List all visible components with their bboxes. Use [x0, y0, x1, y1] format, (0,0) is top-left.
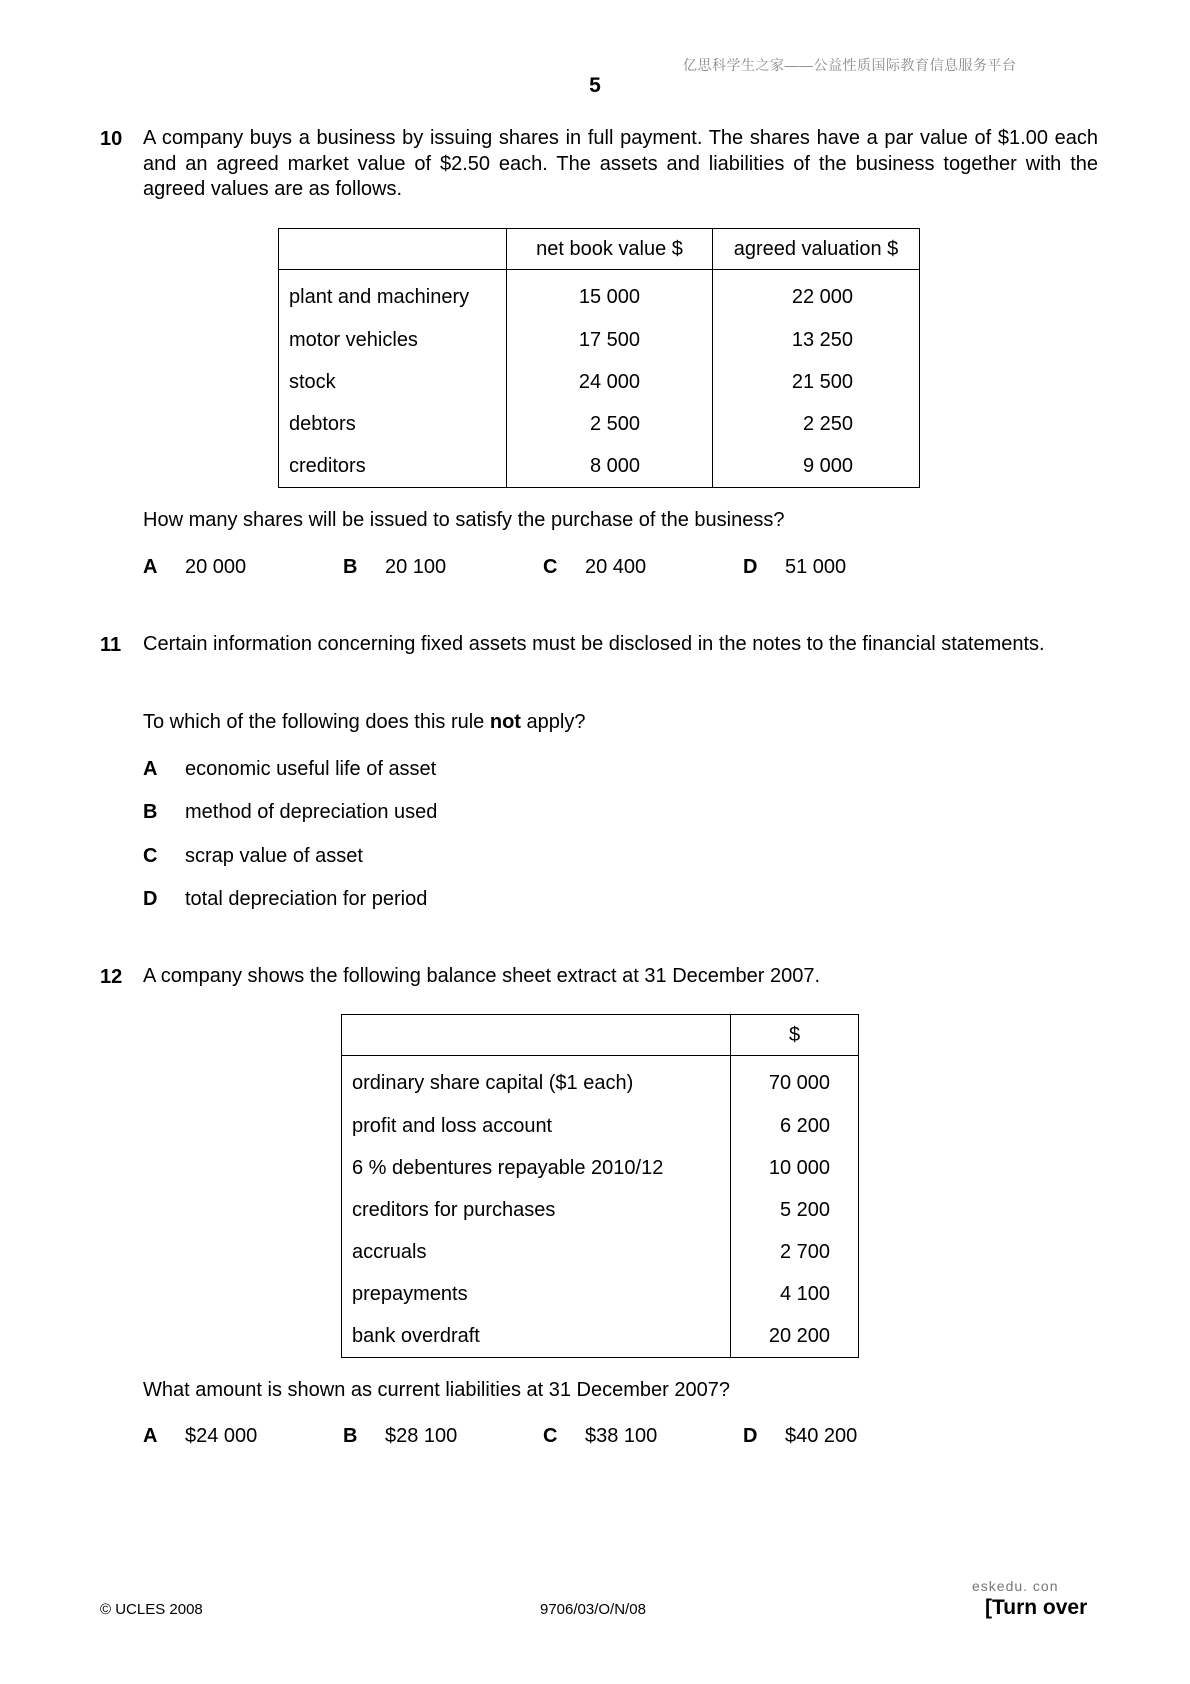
option-letter: D — [143, 888, 158, 910]
option-text: $38 100 — [585, 1425, 658, 1447]
footer-turn-over: [Turn over — [985, 1596, 1088, 1619]
row-value: 6 200 — [731, 1106, 859, 1148]
question-11-number: 11 — [100, 634, 122, 656]
row-value: 2 700 — [731, 1232, 859, 1274]
option-text: $28 100 — [385, 1425, 458, 1447]
row-label: plant and machinery — [279, 270, 507, 320]
option-letter: A — [143, 556, 158, 578]
option-text: total depreciation for period — [185, 888, 428, 910]
question-12-prompt: What amount is shown as current liabilities at 31 December 2007? — [143, 1379, 730, 1401]
row-nbv: 15 000 — [507, 270, 713, 320]
option-letter: B — [143, 801, 158, 823]
question-12-table — [341, 1014, 859, 1358]
row-nbv: 17 500 — [507, 320, 713, 362]
option-text: economic useful life of asset — [185, 758, 437, 780]
question-12-text: A company shows the following balance sheet extract at 31 December 2007. — [143, 965, 821, 987]
table-row — [279, 446, 920, 488]
row-agreed: 13 250 — [713, 320, 920, 362]
table-header-dollar: $ — [731, 1015, 859, 1056]
row-agreed: 9 000 — [713, 446, 920, 488]
table-row — [342, 1190, 859, 1232]
row-label: motor vehicles — [279, 320, 507, 362]
row-label: bank overdraft — [342, 1316, 731, 1358]
table-header-row — [342, 1015, 859, 1056]
row-value: 70 000 — [731, 1056, 859, 1106]
table-header-blank — [279, 229, 507, 270]
option-letter: C — [143, 845, 158, 867]
footer-paper-code: 9706/03/O/N/08 — [540, 1601, 646, 1618]
table-row — [279, 362, 920, 404]
row-label: stock — [279, 362, 507, 404]
option-text: 20 000 — [185, 556, 247, 578]
option-letter: D — [743, 556, 758, 578]
row-label: ordinary share capital ($1 each) — [342, 1056, 731, 1106]
row-label: profit and loss account — [342, 1106, 731, 1148]
option-letter: B — [343, 1425, 358, 1447]
question-12-number: 12 — [100, 966, 123, 988]
header-watermark: 亿思科学生之家——公益性质国际教育信息服务平台 — [683, 57, 1017, 73]
table-row — [342, 1148, 859, 1190]
option-letter: A — [143, 1425, 158, 1447]
row-label: creditors for purchases — [342, 1190, 731, 1232]
footer-site-watermark: eskedu. con — [972, 1578, 1059, 1594]
row-nbv: 24 000 — [507, 362, 713, 404]
row-label: prepayments — [342, 1274, 731, 1316]
row-nbv: 2 500 — [507, 404, 713, 446]
row-agreed: 21 500 — [713, 362, 920, 404]
table-row — [279, 270, 920, 320]
row-value: 10 000 — [731, 1148, 859, 1190]
prompt-emphasis: not — [489, 711, 521, 733]
row-agreed: 2 250 — [713, 404, 920, 446]
row-value: 4 100 — [731, 1274, 859, 1316]
option-text: method of depreciation used — [185, 801, 438, 823]
prompt-before: To which of the following does this rule — [143, 711, 490, 733]
option-text: 20 400 — [585, 556, 647, 578]
row-agreed: 22 000 — [713, 270, 920, 320]
table-row — [279, 404, 920, 446]
row-label: creditors — [279, 446, 507, 488]
table-row — [342, 1316, 859, 1358]
option-letter: C — [543, 1425, 558, 1447]
table-row — [342, 1106, 859, 1148]
option-letter: A — [143, 758, 158, 780]
table-row — [342, 1232, 859, 1274]
option-letter: C — [543, 556, 558, 578]
table-header-blank — [342, 1015, 731, 1056]
row-value: 5 200 — [731, 1190, 859, 1232]
option-text: $24 000 — [185, 1425, 258, 1447]
row-label: accruals — [342, 1232, 731, 1274]
question-10-number: 10 — [100, 128, 123, 150]
row-label: debtors — [279, 404, 507, 446]
question-11-prompt — [143, 710, 1098, 736]
option-letter: B — [343, 556, 358, 578]
option-text: 20 100 — [385, 556, 447, 578]
question-10-prompt: How many shares will be issued to satisfy the purchase of the business? — [143, 509, 785, 531]
table-row — [342, 1274, 859, 1316]
table-header-nbv: net book value $ — [507, 229, 713, 270]
option-letter: D — [743, 1425, 758, 1447]
question-10-table — [278, 228, 920, 488]
prompt-after: apply? — [520, 711, 586, 733]
table-row — [279, 320, 920, 362]
table-row — [342, 1056, 859, 1106]
row-label: 6 % debentures repayable 2010/12 — [342, 1148, 731, 1190]
question-11-text: Certain information concerning fixed assets must be disclosed in the notes to the financial statements. — [143, 633, 1045, 655]
table-header-agreed: agreed valuation $ — [713, 229, 920, 270]
page-number: 5 — [589, 74, 601, 97]
option-text: $40 200 — [785, 1425, 858, 1447]
question-10-text: A company buys a business by issuing shares in full payment. The shares have a par value of $1.00 each and an agreed market value of $2.50 each. The assets and liabilities of the business together with the agreed values are as follows. — [143, 127, 1098, 200]
table-header-row — [279, 229, 920, 270]
option-text: scrap value of asset — [185, 845, 363, 867]
row-value: 20 200 — [731, 1316, 859, 1358]
option-text: 51 000 — [785, 556, 847, 578]
footer-copyright: © UCLES 2008 — [100, 1601, 203, 1618]
row-nbv: 8 000 — [507, 446, 713, 488]
